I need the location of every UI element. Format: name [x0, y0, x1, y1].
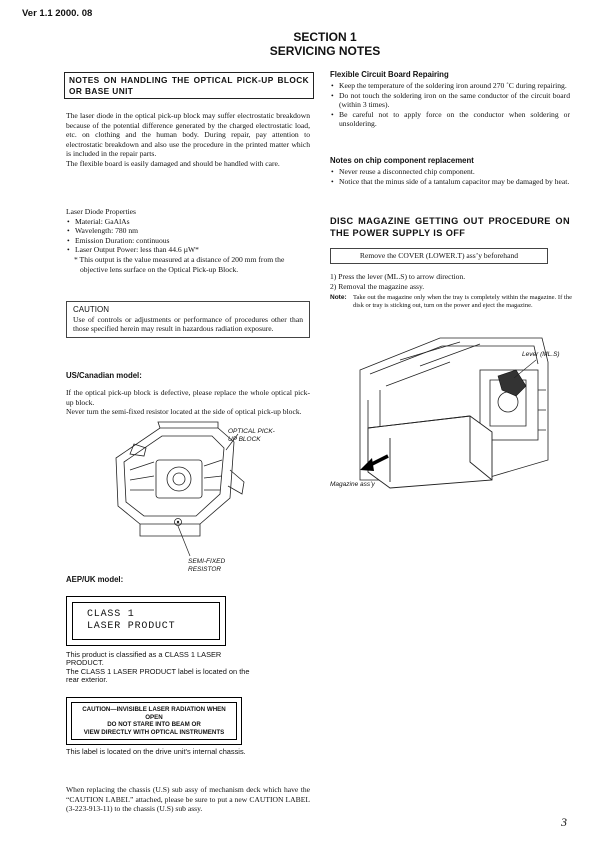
- magazine-assy-label: Magazine ass’y: [330, 481, 375, 488]
- page-number: 3: [561, 815, 567, 829]
- disc-magazine-heading: DISC MAGAZINE GETTING OUT PROCEDURE ON THE POWER SUPPLY IS OFF: [330, 216, 570, 238]
- magazine-note: [330, 294, 572, 310]
- class1-label: [66, 596, 226, 646]
- note-label: Note:: [330, 294, 347, 301]
- class1-label-line2: LASER PRODUCT: [87, 621, 176, 632]
- procedure-step-1: 1) Press the lever (ML.S) to arrow direction.: [330, 272, 466, 281]
- laser-output: • Laser Output Power: less than 44.6 µW*: [66, 245, 310, 255]
- caution-laser-line1: CAUTION—INVISIBLE LASER RADIATION WHEN OPEN: [82, 706, 226, 721]
- flexible-board-text: The flexible board is easily damaged and should be handled with care.: [66, 158, 280, 168]
- aep-model-heading: AEP/UK model:: [66, 575, 124, 584]
- electrostatic-paragraph: [66, 111, 310, 169]
- caution-laser-label: [66, 697, 242, 745]
- semi-fixed-resistor-label: SEMI-FIXED RESISTOR: [188, 558, 226, 573]
- electrostatic-text: The laser diode in the optical pick-up block may suffer electrostatic breakdown because of the potential difference generated by the charged electrostatic load, etc. on clothing and the human body. During repair, pay attention to electrostatic breakdown and also use the procedure in the printed matter which is included in the repair parts.: [66, 111, 310, 159]
- class1-caption-line1: This product is classified as a CLASS 1 LASER PRODUCT.: [66, 650, 222, 668]
- chip-item-tantalum: • Notice that the minus side of a tantalum capacitor may be damaged by heat.: [330, 177, 570, 187]
- section-title: SERVICING NOTES: [269, 44, 381, 58]
- optical-pickup-label: OPTICAL PICK-UP BLOCK: [228, 428, 275, 443]
- laser-wavelength: • Wavelength: 780 nm: [66, 226, 310, 236]
- section-number: SECTION 1: [293, 30, 357, 44]
- class1-label-line1: CLASS 1: [87, 609, 135, 620]
- chip-replacement-heading: Notes on chip component replacement: [330, 156, 474, 165]
- note-text: Take out the magazine only when the tray is completely within the magazine. If the disk or tray is sticking out, turn on the power and eject the magazine.: [353, 294, 572, 310]
- class1-caption-line2: The CLASS 1 LASER PRODUCT label is located on the rear exterior.: [66, 666, 250, 685]
- flex-repair-heading: Flexible Circuit Board Repairing: [330, 70, 449, 79]
- procedure-steps: [330, 272, 570, 291]
- caution-laser-line2: DO NOT STARE INTO BEAM OR: [107, 721, 201, 729]
- laser-properties: [66, 207, 310, 274]
- procedure-step-2: 2) Removal the magazine assy.: [330, 281, 425, 291]
- flex-repair-item-temperature: • Keep the temperature of the soldering iron around 270 ˚C during repairing.: [330, 81, 570, 91]
- handling-notes-heading: NOTES ON HANDLING THE OPTICAL PICK-UP BLOCK OR BASE UNIT: [64, 72, 314, 99]
- flex-repair-item-force: • Be careful not to apply force on the conductor when soldering or unsoldering.: [330, 110, 570, 129]
- caution-title: CAUTION: [73, 305, 109, 314]
- class1-caption: [66, 651, 256, 685]
- us-model-resistor-text: Never turn the semi-fixed resistor located at the side of optical pick-up block.: [66, 407, 302, 417]
- us-model-replace-text: If the optical pick-up block is defective, please replace the whole optical pick-up block.: [66, 388, 310, 407]
- chassis-replacement-paragraph: When replacing the chassis (U.S) sub assy of mechanism deck which have the “CAUTION LABEL” attached, please be sure to put a new CAUTION LABEL (3-223-913-11) to the chassis (U.S) sub assy.: [66, 785, 310, 814]
- flex-repair-item-conductor: • Do not touch the soldering iron on the same conductor of the circuit board (within 3 times).: [330, 91, 570, 110]
- caution-box: [66, 301, 310, 338]
- laser-emission: • Emission Duration: continuous: [66, 236, 310, 246]
- flex-repair-list: [330, 81, 570, 129]
- chip-item-reuse: • Never reuse a disconnected chip component.: [330, 167, 570, 177]
- chip-replacement-list: [330, 167, 570, 186]
- us-model-text: [66, 388, 310, 417]
- laser-material: • Material: GaAlAs: [66, 217, 310, 227]
- lever-label: Lever (ML.S): [522, 351, 560, 358]
- laser-properties-title: Laser Diode Properties: [66, 207, 137, 216]
- caution-label-caption: This label is located on the drive unit's internal chassis.: [66, 747, 246, 756]
- caution-laser-line3: VIEW DIRECTLY WITH OPTICAL INSTRUMENTS: [83, 728, 225, 736]
- us-model-heading: US/Canadian model:: [66, 371, 142, 380]
- caution-text: Use of controls or adjustments or performance of procedures other than those specified herein may result in hazardous radiation exposure.: [73, 314, 303, 334]
- version-label: Ver 1.1 2000. 08: [22, 8, 93, 19]
- laser-footnote: * This output is the value measured at a distance of 200 mm from the objective lens surface on the Optical Pick-up Block.: [74, 254, 285, 274]
- remove-cover-box: Remove the COVER (LOWER.T) ass’y beforehand: [330, 248, 548, 264]
